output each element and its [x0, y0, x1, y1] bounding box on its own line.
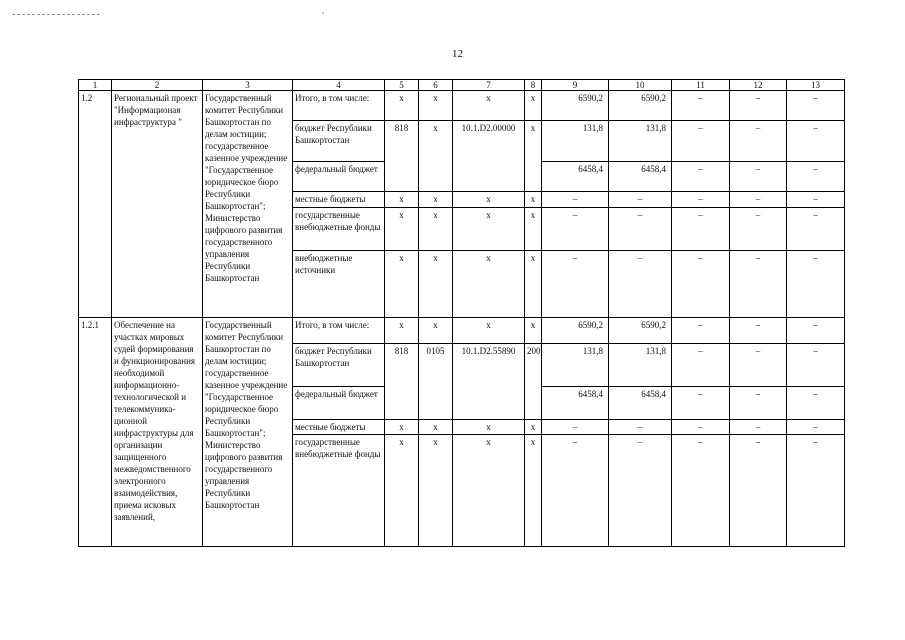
cell-c10: 6590,2 — [609, 91, 672, 121]
cell-c5: х — [385, 192, 419, 208]
cell-c11: – — [672, 121, 730, 162]
section-name: Региональный проект "Информационая инфраструктура " — [112, 91, 203, 318]
cell-c9: – — [542, 420, 609, 435]
cell-c12: – — [730, 251, 787, 318]
funding-source: внебюджетные источники — [293, 251, 385, 318]
column-number: 6 — [419, 80, 453, 91]
funding-source: местные бюджеты — [293, 192, 385, 208]
section-executor: Государственный комитет Республики Башкортостан по делам юстиции; государственное казенное учреждение "Государственное юридическое бюро Республики Башкортостан"; Министерство цифрового развития государственного управления Республики Башкортостан — [203, 318, 293, 547]
column-number: 8 — [525, 80, 542, 91]
cell-c5: х — [385, 318, 419, 344]
column-number: 4 — [293, 80, 385, 91]
budget-table — [78, 79, 845, 547]
section-executor: Государственный комитет Республики Башкортостан по делам юстиции; государственное казенное учреждение "Государственное юридическое бюро Республики Башкортостан"; Министерство цифрового развития государственного управления Республики Башкортостан — [203, 91, 293, 318]
cell-c9: 6458,4 — [542, 387, 609, 420]
cell-c9: 131,8 — [542, 344, 609, 387]
cell-c8: х — [525, 91, 542, 121]
cell-c11: – — [672, 251, 730, 318]
cell-c9: 6458,4 — [542, 162, 609, 192]
cell-c8: х — [525, 318, 542, 344]
cell-c7: х — [453, 91, 525, 121]
cell-c9: – — [542, 208, 609, 251]
scan-artifact-line — [12, 14, 100, 16]
cell-c8: 200 — [525, 344, 542, 420]
cell-c7: х — [453, 208, 525, 251]
page-number: 12 — [452, 48, 463, 60]
cell-c12: – — [730, 318, 787, 344]
cell-c13: – — [787, 435, 845, 547]
cell-c8: х — [525, 208, 542, 251]
cell-c8: х — [525, 192, 542, 208]
column-number: 1 — [79, 80, 112, 91]
cell-c5: х — [385, 91, 419, 121]
cell-c13: – — [787, 121, 845, 162]
cell-c10: 6458,4 — [609, 387, 672, 420]
cell-c10: 131,8 — [609, 121, 672, 162]
funding-source: федеральный бюджет — [293, 162, 385, 192]
cell-c5: х — [385, 435, 419, 547]
cell-c7: 10.1.D2.00000 — [453, 121, 525, 192]
cell-c6: х — [419, 420, 453, 435]
funding-source: государственные внебюджетные фонды — [293, 435, 385, 547]
cell-c10: 131,8 — [609, 344, 672, 387]
funding-source: Итого, в том числе: — [293, 91, 385, 121]
funding-source: федеральный бюджет — [293, 387, 385, 420]
cell-c7: 10.1.D2.55890 — [453, 344, 525, 420]
cell-c13: – — [787, 251, 845, 318]
cell-c10: – — [609, 192, 672, 208]
cell-c9: – — [542, 435, 609, 547]
cell-c5: х — [385, 251, 419, 318]
cell-c8: х — [525, 121, 542, 192]
cell-c10: 6590,2 — [609, 318, 672, 344]
funding-source: государственные внебюджетные фонды — [293, 208, 385, 251]
cell-c12: – — [730, 387, 787, 420]
cell-c6: х — [419, 91, 453, 121]
table-row — [79, 318, 845, 344]
column-number: 5 — [385, 80, 419, 91]
cell-c12: – — [730, 344, 787, 387]
cell-c6: х — [419, 192, 453, 208]
cell-c13: – — [787, 91, 845, 121]
column-number-row — [79, 80, 845, 91]
cell-c13: – — [787, 192, 845, 208]
cell-c11: – — [672, 420, 730, 435]
cell-c11: – — [672, 387, 730, 420]
cell-c7: х — [453, 318, 525, 344]
cell-c9: – — [542, 251, 609, 318]
cell-c6: х — [419, 435, 453, 547]
cell-c12: – — [730, 208, 787, 251]
cell-c6: х — [419, 208, 453, 251]
column-number: 9 — [542, 80, 609, 91]
cell-c13: – — [787, 420, 845, 435]
cell-c5: х — [385, 420, 419, 435]
cell-c6: 0105 — [419, 344, 453, 420]
cell-c11: – — [672, 435, 730, 547]
funding-source: бюджет Республики Башкортостан — [293, 121, 385, 162]
cell-c5: 818 — [385, 121, 419, 192]
cell-c7: х — [453, 192, 525, 208]
cell-c11: – — [672, 344, 730, 387]
column-number: 3 — [203, 80, 293, 91]
cell-c11: – — [672, 162, 730, 192]
cell-c9: 6590,2 — [542, 318, 609, 344]
cell-c11: – — [672, 192, 730, 208]
scan-artifact-dot — [322, 12, 324, 14]
column-number: 10 — [609, 80, 672, 91]
cell-c12: – — [730, 121, 787, 162]
cell-c12: – — [730, 91, 787, 121]
column-number: 13 — [787, 80, 845, 91]
cell-c11: – — [672, 208, 730, 251]
cell-c7: х — [453, 435, 525, 547]
cell-c13: – — [787, 387, 845, 420]
column-number: 11 — [672, 80, 730, 91]
funding-source: бюджет Республики Башкортостан — [293, 344, 385, 387]
cell-c8: х — [525, 420, 542, 435]
cell-c10: 6458,4 — [609, 162, 672, 192]
cell-c11: – — [672, 91, 730, 121]
cell-c6: х — [419, 318, 453, 344]
funding-source: Итого, в том числе: — [293, 318, 385, 344]
section-name: Обеспечение на участках мировых судей формирования и функционирования необходимой информационно-технологической и телекоммуника-ционной инфраструктуры для организации защищенного межведомственного электронного взаимодействия, приема исковых заявлений, — [112, 318, 203, 547]
cell-c12: – — [730, 192, 787, 208]
cell-c7: х — [453, 420, 525, 435]
table-row — [79, 91, 845, 121]
column-number: 12 — [730, 80, 787, 91]
cell-c8: х — [525, 435, 542, 547]
section-code: 1.2.1 — [79, 318, 112, 547]
cell-c5: х — [385, 208, 419, 251]
cell-c6: х — [419, 251, 453, 318]
cell-c6: х — [419, 121, 453, 192]
cell-c11: – — [672, 318, 730, 344]
cell-c8: х — [525, 251, 542, 318]
cell-c13: – — [787, 208, 845, 251]
cell-c13: – — [787, 344, 845, 387]
cell-c10: – — [609, 435, 672, 547]
cell-c10: – — [609, 208, 672, 251]
cell-c7: х — [453, 251, 525, 318]
cell-c9: 131,8 — [542, 121, 609, 162]
cell-c9: 6590,2 — [542, 91, 609, 121]
cell-c5: 818 — [385, 344, 419, 420]
section-code: 1.2 — [79, 91, 112, 318]
cell-c10: – — [609, 420, 672, 435]
cell-c13: – — [787, 162, 845, 192]
funding-source: местные бюджеты — [293, 420, 385, 435]
cell-c9: – — [542, 192, 609, 208]
cell-c10: – — [609, 251, 672, 318]
cell-c12: – — [730, 435, 787, 547]
cell-c12: – — [730, 162, 787, 192]
column-number: 7 — [453, 80, 525, 91]
cell-c12: – — [730, 420, 787, 435]
column-number: 2 — [112, 80, 203, 91]
cell-c13: – — [787, 318, 845, 344]
